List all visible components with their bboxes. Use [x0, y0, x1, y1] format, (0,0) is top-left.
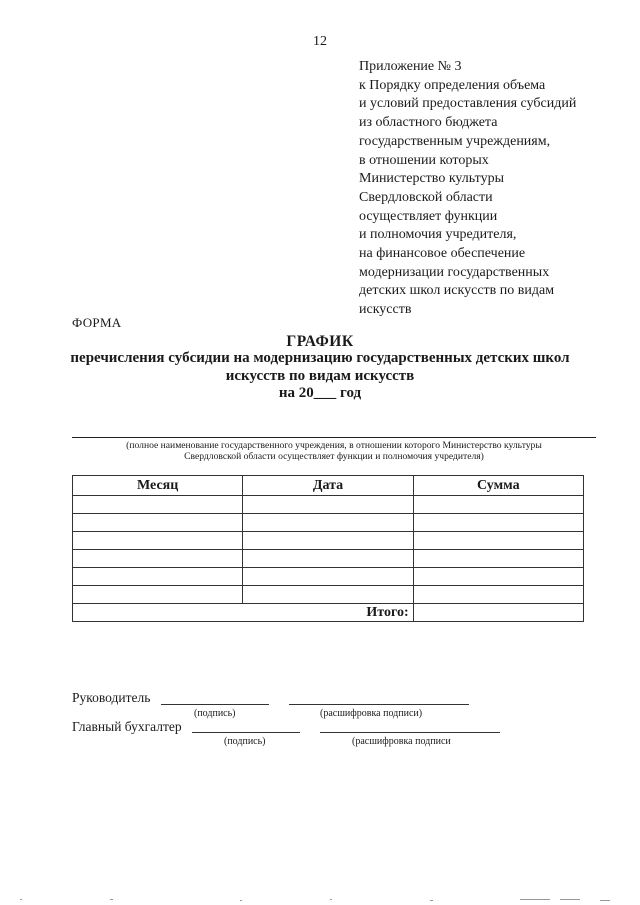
head-label: Руководитель: [72, 690, 151, 705]
table-cell[interactable]: [73, 532, 243, 550]
head-signature-line[interactable]: [161, 704, 269, 705]
caption-line: Свердловской области осуществляет функции и полномочия учредителя): [184, 451, 484, 462]
table-cell[interactable]: [73, 550, 243, 568]
table-row: [73, 532, 584, 550]
appendix-line: к Порядку определения объема: [359, 77, 546, 93]
column-header-date: Дата: [243, 476, 413, 496]
appendix-line: искусств: [359, 302, 412, 318]
appendix-line: Приложение № 3: [359, 59, 462, 74]
table-cell[interactable]: [243, 586, 413, 604]
table-row: [73, 514, 584, 532]
appendix-line: в отношении которых: [359, 152, 489, 168]
table-cell[interactable]: [413, 568, 583, 586]
page-number: 12: [313, 34, 327, 49]
total-label: Итого:: [73, 604, 414, 622]
table-cell[interactable]: [243, 514, 413, 532]
appendix-line: из областного бюджета: [359, 115, 498, 131]
document-title: ГРАФИК: [286, 333, 354, 350]
table-row: [73, 496, 584, 514]
table-cell[interactable]: [243, 532, 413, 550]
table-total-row: [73, 604, 584, 622]
accountant-signature-line[interactable]: [192, 732, 300, 733]
organization-name-line[interactable]: [72, 437, 596, 438]
appendix-line: государственным учреждениям,: [359, 133, 551, 149]
table-row: [73, 586, 584, 604]
column-header-month: Месяц: [73, 476, 243, 496]
accountant-signature-caption: (подпись): [224, 736, 266, 747]
appendix-line: на финансовое обеспечение: [359, 246, 526, 262]
table-cell[interactable]: [243, 550, 413, 568]
table-cell[interactable]: [243, 568, 413, 586]
head-decoding-caption: (расшифровка подписи): [320, 708, 423, 719]
appendix-line: и условий предоставления субсидий: [359, 96, 577, 112]
table-cell[interactable]: [413, 514, 583, 532]
document-subtitle-line: искусств по видам искусств: [225, 368, 415, 384]
accountant-decoding-caption: (расшифровка подписи: [352, 736, 451, 747]
accountant-label: Главный бухгалтер: [72, 719, 182, 734]
appendix-line: детских школ искусств по видам: [359, 283, 555, 299]
schedule-table: [72, 475, 584, 622]
column-header-amount: Сумма: [413, 476, 583, 496]
appendix-line: Свердловской области: [359, 189, 493, 205]
table-cell[interactable]: [413, 550, 583, 568]
appendix-line: осуществляет функции: [359, 208, 498, 224]
table-cell[interactable]: [413, 532, 583, 550]
table-row: [73, 550, 584, 568]
document-subtitle-line: перечисления субсидии на модернизацию государственных детских школ: [70, 350, 570, 366]
form-label: ФОРМА: [72, 315, 122, 330]
table-cell[interactable]: [413, 586, 583, 604]
table-row: [73, 568, 584, 586]
table-cell[interactable]: [243, 496, 413, 514]
document-year-line: на 20___ год: [278, 385, 362, 401]
appendix-line: и полномочия учредителя,: [359, 227, 517, 243]
appendix-header: [359, 58, 629, 320]
table-cell[interactable]: [413, 496, 583, 514]
table-cell[interactable]: [73, 514, 243, 532]
table-cell[interactable]: [73, 568, 243, 586]
table-cell[interactable]: [73, 496, 243, 514]
table-cell[interactable]: [73, 586, 243, 604]
table-header-row: [73, 476, 584, 496]
total-amount-cell[interactable]: [413, 604, 583, 622]
organization-name-caption: [80, 440, 588, 462]
head-signature-caption: (подпись): [194, 708, 236, 719]
appendix-line: модернизации государственных: [359, 264, 550, 280]
appendix-line: Министерство культуры: [359, 171, 504, 187]
scan-artifact-dots: [0, 897, 640, 903]
accountant-decoding-line[interactable]: [320, 732, 500, 733]
caption-line: (полное наименование государственного учреждения, в отношении которого Министерство культуры: [126, 440, 542, 451]
head-decoding-line[interactable]: [289, 704, 469, 705]
